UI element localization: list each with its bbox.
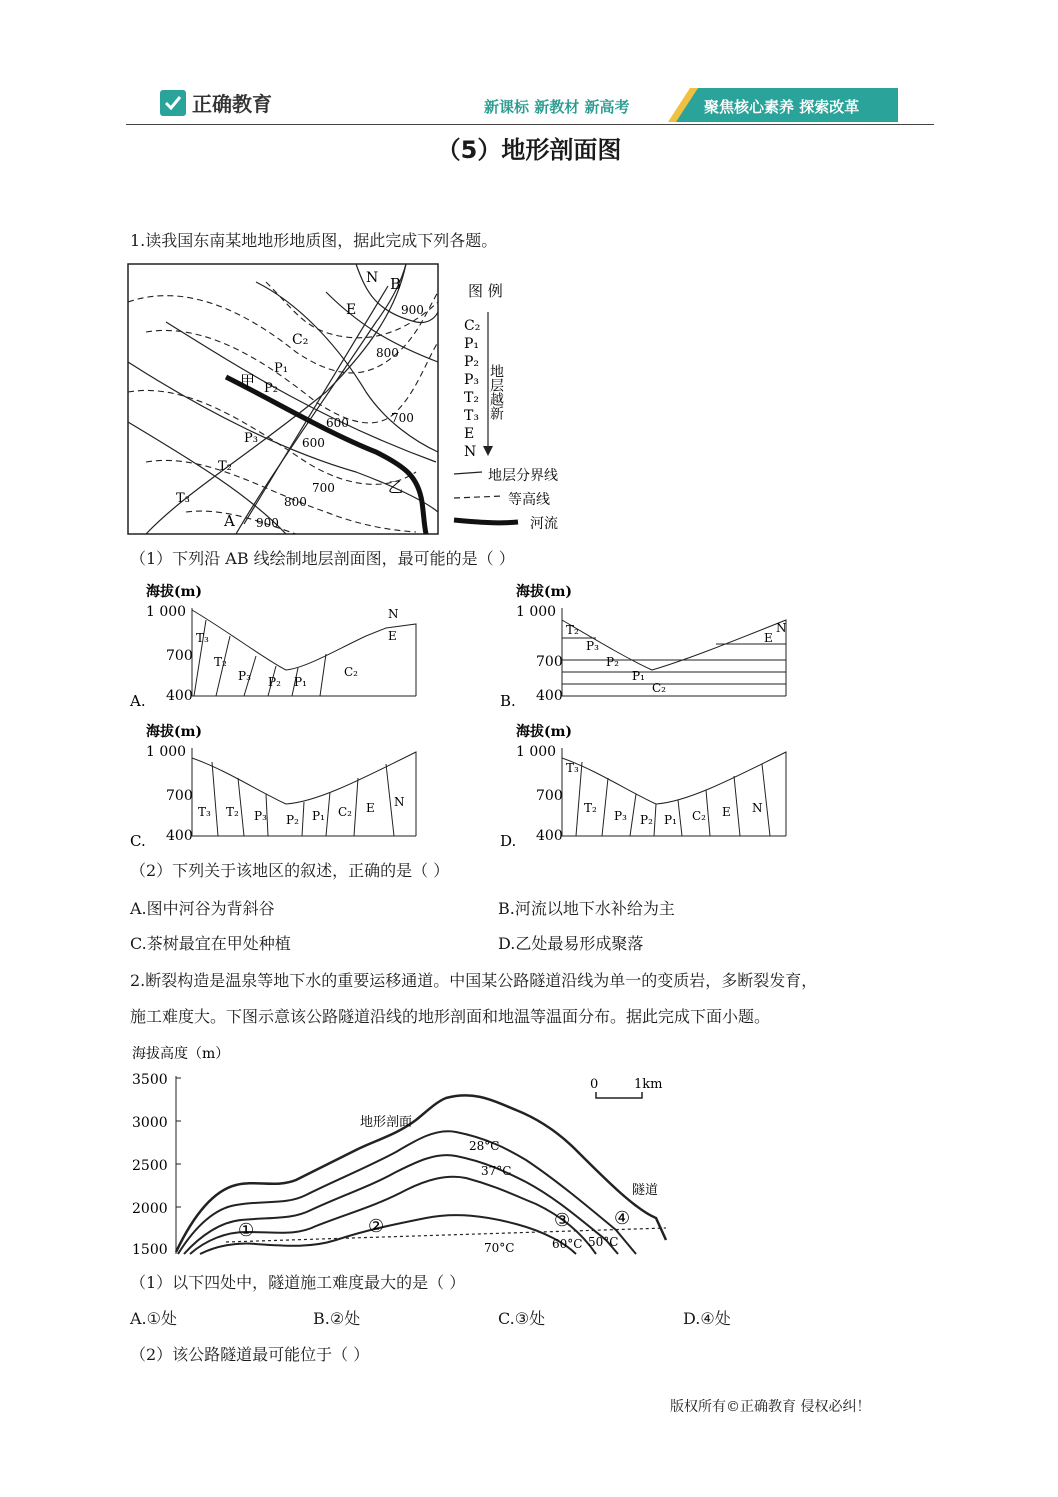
tunnel-point-1: ① (238, 1220, 255, 1241)
svg-text:1 000: 1 000 (146, 604, 187, 620)
svg-text:1 000: 1 000 (516, 604, 557, 620)
legend-title: 图 例 (468, 282, 503, 300)
legend-stratum: P₁ (464, 336, 480, 352)
option-a-label: A. (130, 692, 146, 710)
legend-stratum: T₃ (464, 408, 479, 424)
contour-label: 600 (302, 436, 325, 450)
svg-text:P₂: P₂ (640, 813, 653, 827)
contour-label: 600 (326, 416, 349, 430)
profile-option-a (129, 583, 416, 710)
q2-stem-line2: 施工难度大。下图示意该公路隧道沿线的地形剖面和地温等温面分布。据此完成下面小题。 (130, 1007, 771, 1026)
map-label-P3: P₃ (244, 431, 258, 446)
svg-text:P₃: P₃ (586, 639, 599, 653)
tunnel-point-4: ④ (614, 1208, 631, 1229)
y-tick: 2500 (132, 1158, 168, 1174)
svg-text:400: 400 (166, 688, 193, 704)
svg-text:400: 400 (536, 828, 563, 844)
contour-label: 700 (391, 411, 414, 425)
legend-stratum: P₃ (464, 372, 480, 388)
svg-text:700: 700 (166, 788, 193, 804)
legend-arrow-label: 地层越新 (488, 364, 504, 420)
isotherm-label: 37°C (481, 1164, 512, 1178)
map-label-T3: T₃ (176, 491, 190, 506)
svg-text:E: E (388, 629, 397, 643)
brand-logo (160, 88, 272, 117)
isotherm-label: 70°C (484, 1241, 515, 1255)
option-d-label: D. (500, 832, 517, 850)
q1-choice-b[interactable]: B.河流以地下水补给为主 (498, 899, 675, 918)
svg-text:1 000: 1 000 (516, 744, 557, 760)
y-tick: 1500 (132, 1242, 168, 1258)
option-b-label: B. (500, 692, 516, 710)
option-c-label: C. (130, 832, 146, 850)
header-tagline-right: 聚焦核心素养 探索改革 (704, 98, 860, 116)
scale-0: 0 (590, 1077, 599, 1092)
q1-sub2: （2）下列关于该地区的叙述，正确的是（ ） (130, 861, 450, 880)
page-title: （5）地形剖面图 (436, 136, 622, 164)
copyright-footer: 版权所有©正确教育 侵权必纠！ (670, 1399, 871, 1415)
svg-text:T₂: T₂ (566, 623, 579, 637)
contour-label: 800 (376, 346, 399, 360)
y-tick: 2000 (132, 1201, 168, 1217)
svg-text:E: E (722, 805, 731, 819)
checkmark-icon (160, 90, 186, 116)
map-label-yi: 乙 (388, 478, 404, 496)
q2-choice-b[interactable]: B.②处 (313, 1309, 361, 1328)
svg-text:T₃: T₃ (196, 631, 209, 645)
svg-text:T₂: T₂ (226, 805, 239, 819)
map-label-T2: T₂ (218, 459, 232, 474)
q2-stem-line1: 2.断裂构造是温泉等地下水的重要运移通道。中国某公路隧道沿线为单一的变质岩，多断裂发育， (130, 971, 818, 990)
legend-stratum: N (464, 444, 477, 460)
svg-text:T₂: T₂ (584, 801, 597, 815)
svg-text:C₂: C₂ (344, 665, 358, 679)
svg-text:P₂: P₂ (286, 813, 299, 827)
map-label-jia: 甲 (240, 372, 256, 390)
svg-text:N: N (752, 801, 763, 815)
svg-text:700: 700 (536, 788, 563, 804)
legend-contour: 等高线 (508, 492, 550, 508)
geologic-map (126, 262, 586, 537)
q1-choice-d[interactable]: D.乙处最易形成聚落 (498, 934, 644, 953)
tunnel-point-3: ③ (554, 1210, 571, 1231)
svg-text:N: N (776, 621, 787, 635)
map-label-E: E (346, 302, 357, 318)
svg-text:P₁: P₁ (632, 669, 645, 683)
legend-stratum: P₂ (464, 354, 480, 370)
svg-text:海拔(m): 海拔(m) (146, 584, 203, 600)
tunnel-label: 隧道 (632, 1183, 659, 1198)
svg-text:1 000: 1 000 (146, 744, 187, 760)
header-tagline-left: 新课标 新教材 新高考 (484, 98, 630, 116)
contour-label: 800 (284, 495, 307, 509)
legend-stratum: E (464, 426, 475, 442)
svg-text:P₁: P₁ (294, 675, 307, 689)
svg-text:P₃: P₃ (238, 669, 251, 683)
svg-text:T₃: T₃ (566, 761, 579, 775)
map-label-P1: P₁ (274, 361, 288, 376)
svg-text:P₂: P₂ (268, 675, 281, 689)
profile-option-d (500, 723, 786, 850)
svg-text:海拔(m): 海拔(m) (516, 584, 573, 600)
q2-sub2: （2）该公路隧道最可能位于（ ） (130, 1345, 370, 1364)
scale-1km: 1km (634, 1077, 663, 1092)
legend-stratum: T₂ (464, 390, 479, 406)
svg-text:N: N (388, 607, 399, 621)
svg-text:C₂: C₂ (338, 805, 352, 819)
q2-sub1: （1）以下四处中，隧道施工难度最大的是（ ） (130, 1273, 466, 1292)
q1-sub1: （1）下列沿 AB 线绘制地层剖面图，最可能的是（ ） (130, 549, 515, 568)
svg-text:C₂: C₂ (652, 681, 666, 695)
map-label-N: N (366, 270, 379, 286)
svg-text:P₁: P₁ (664, 813, 677, 827)
svg-text:E: E (764, 631, 773, 645)
q1-choice-a[interactable]: A.图中河谷为背斜谷 (130, 899, 275, 918)
tunnel-profile-chart (126, 1040, 686, 1260)
isotherm-label: 60°C (552, 1237, 583, 1251)
contour-label: 700 (312, 481, 335, 495)
header-divider (126, 124, 934, 125)
map-label-P2: P₂ (264, 381, 278, 396)
y-tick: 3000 (132, 1115, 168, 1131)
map-label-A: A (224, 512, 235, 530)
map-label-B: B (390, 275, 402, 293)
svg-text:E: E (366, 801, 375, 815)
header-tagline-right-banner (668, 88, 898, 122)
svg-text:T₃: T₃ (198, 805, 211, 819)
q2-choice-a[interactable]: A.①处 (130, 1309, 177, 1328)
profile-options (126, 580, 926, 850)
profile-label: 地形剖面 (360, 1115, 413, 1130)
contour-label: 900 (401, 303, 424, 317)
svg-text:N: N (394, 795, 405, 809)
svg-text:400: 400 (166, 828, 193, 844)
svg-text:海拔(m): 海拔(m) (146, 724, 203, 740)
chart-ylabel: 海拔高度（m） (132, 1046, 230, 1062)
legend-boundary: 地层分界线 (488, 468, 558, 484)
brand-name: 正确教育 (192, 92, 272, 116)
svg-text:T₂: T₂ (214, 655, 227, 669)
svg-text:700: 700 (166, 648, 193, 664)
arrow-down-icon (483, 446, 493, 456)
y-tick: 3500 (132, 1072, 168, 1088)
legend-stratum: C₂ (464, 318, 481, 334)
svg-text:P₃: P₃ (254, 809, 267, 823)
svg-text:P₁: P₁ (312, 809, 325, 823)
profile-option-c (130, 723, 416, 850)
svg-text:海拔(m): 海拔(m) (516, 724, 573, 740)
profile-option-b (500, 583, 787, 710)
svg-text:P₂: P₂ (606, 655, 619, 669)
map-label-C2: C₂ (292, 332, 309, 348)
legend-river: 河流 (530, 516, 558, 532)
svg-text:P₃: P₃ (614, 809, 627, 823)
q2-choice-c[interactable]: C.③处 (498, 1309, 546, 1328)
tunnel-point-2: ② (368, 1216, 385, 1237)
isotherm-label: 50°C (588, 1235, 619, 1249)
q1-choice-c[interactable]: C.茶树最宜在甲处种植 (130, 934, 291, 953)
svg-text:700: 700 (536, 654, 563, 670)
svg-text:400: 400 (536, 688, 563, 704)
isotherm-label: 28°C (469, 1139, 500, 1153)
svg-text:C₂: C₂ (692, 809, 706, 823)
q2-choice-d[interactable]: D.④处 (683, 1309, 731, 1328)
contour-label: 900 (256, 516, 279, 530)
q1-stem: 1.读我国东南某地地形地质图，据此完成下列各题。 (130, 231, 498, 250)
